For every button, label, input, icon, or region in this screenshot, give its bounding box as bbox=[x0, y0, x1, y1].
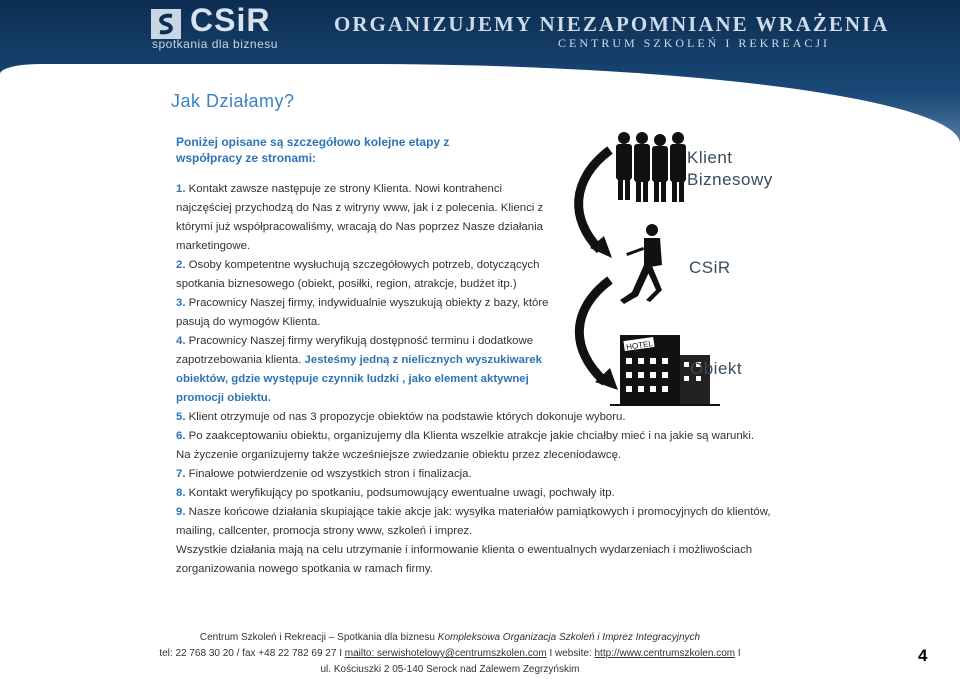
business-people-icon bbox=[616, 132, 686, 202]
closing-note: Wszystkie działania mają na celu utrzymanie i informowanie klienta o ewentualnych wydarzeniach i możliwościach zorganizowania nowego spotkania w ramach firmy. bbox=[176, 544, 753, 575]
step-6-note: Na życzenie organizujemy także wcześniejsze zwiedzanie obiektu przez zleceniodawcę. bbox=[176, 449, 622, 461]
header-banner bbox=[0, 0, 960, 64]
step-1: 1. Kontakt zawsze następuje ze strony Klienta. Nowi kontrahenci najczęściej przychodzą do Nas z witryny www, jak i z polecenia. Klienci z którymi już współpracowaliśmy, wracają do Nas poprzez Nasze działania marketingowe. bbox=[176, 183, 544, 252]
website-link[interactable]: http://www.centrumszkolen.com bbox=[594, 648, 736, 659]
step-4: 4. Pracownicy Naszej firmy weryfikują dostępność terminu i dodatkowe zapotrzebowania klienta. Jesteśmy jedną z nielicznych wyszukiwarek obiektów, gdzie występuje czynnik ludzki , jako element aktywnej promocji obiektu. bbox=[176, 335, 542, 404]
seated-woman-icon bbox=[620, 224, 662, 304]
process-diagram bbox=[560, 120, 800, 420]
step-5: 5. Klient otrzymuje od nas 3 propozycje obiektów na podstawie których dokonuje wyboru. bbox=[176, 411, 626, 423]
footer-line-1: Centrum Szkoleń i Rekreacji – Spotkania dla biznesu Kompleksowa Organizacja Szkoleń i Imprez Integracyjnych bbox=[199, 632, 701, 643]
svg-text:HOTEL: HOTEL bbox=[625, 339, 654, 352]
footer-line-3: ul. Kościuszki 2 05-140 Serock nad Zalewem Zegrzyńskim bbox=[320, 664, 580, 675]
step-6: 6. Po zaakceptowaniu obiektu, organizujemy dla Klienta wszelkie atrakcje jakie chciałby mieć i na jakie są warunki. bbox=[176, 430, 755, 442]
label-csir: CSiR bbox=[689, 258, 731, 277]
label-obiekt: Obiekt bbox=[690, 359, 743, 378]
step-9: 9. Nasze końcowe działania skupiające takie akcje jak: wysyłka materiałów pamiątkowych i promocyjnych do klientów, mailing, callcenter, promocja strony www, szkoleń i imprez. bbox=[176, 506, 771, 537]
logo-subtitle: spotkania dla biznesu bbox=[152, 37, 278, 51]
step-4-highlight: Jesteśmy jedną z nielicznych wyszukiwarek obiektów, gdzie występuje czynnik ludzki , jako element aktywnej promocji obiektu. bbox=[176, 354, 542, 404]
footer bbox=[0, 630, 900, 678]
label-klient-biznesowy: Klient Biznesowy bbox=[687, 148, 773, 189]
intro-text: Poniżej opisane są szczegółowo kolejne etapy z współpracy ze stronami: bbox=[176, 135, 450, 165]
step-8: 8. Kontakt weryfikujący po spotkaniu, podsumowujący ewentualne uwagi, pochwały itp. bbox=[176, 487, 615, 499]
logo-mark-icon bbox=[150, 8, 182, 40]
step-7: 7. Finałowe potwierdzenie od wszystkich stron i finalizacja. bbox=[176, 468, 472, 480]
slogan-subtitle: CENTRUM SZKOLEŃ I REKREACJI bbox=[558, 36, 830, 50]
step-3: 3. Pracownicy Naszej firmy, indywidualnie wyszukują obiekty z bazy, które pasują do wymogów Klienta. bbox=[176, 297, 549, 328]
footer-line-2: tel: 22 768 30 20 / fax +48 22 782 69 27 I mailto: serwishotelowy@centrumszkolen.com I website: http://www.centrumszkolen.com I bbox=[159, 648, 741, 659]
steps-list-bottom bbox=[176, 408, 776, 579]
steps-list-top bbox=[176, 180, 556, 408]
page-title: Jak Działamy? bbox=[171, 91, 295, 111]
step-2: 2. Osoby kompetentne wysłuchują szczegółowych potrzeb, dotyczących spotkania biznesowego (obiekt, posiłki, region, atrakcje, budżet itp.) bbox=[176, 259, 540, 290]
email-link[interactable]: mailto: serwishotelowy@centrumszkolen.com bbox=[344, 648, 547, 659]
page-number: 4 bbox=[918, 646, 928, 665]
logo-text: CSiR bbox=[190, 2, 271, 38]
csir-logo bbox=[150, 2, 285, 54]
slogan: ORGANIZUJEMY NIEZAPOMNIANE WRAŻENIA bbox=[334, 12, 890, 36]
